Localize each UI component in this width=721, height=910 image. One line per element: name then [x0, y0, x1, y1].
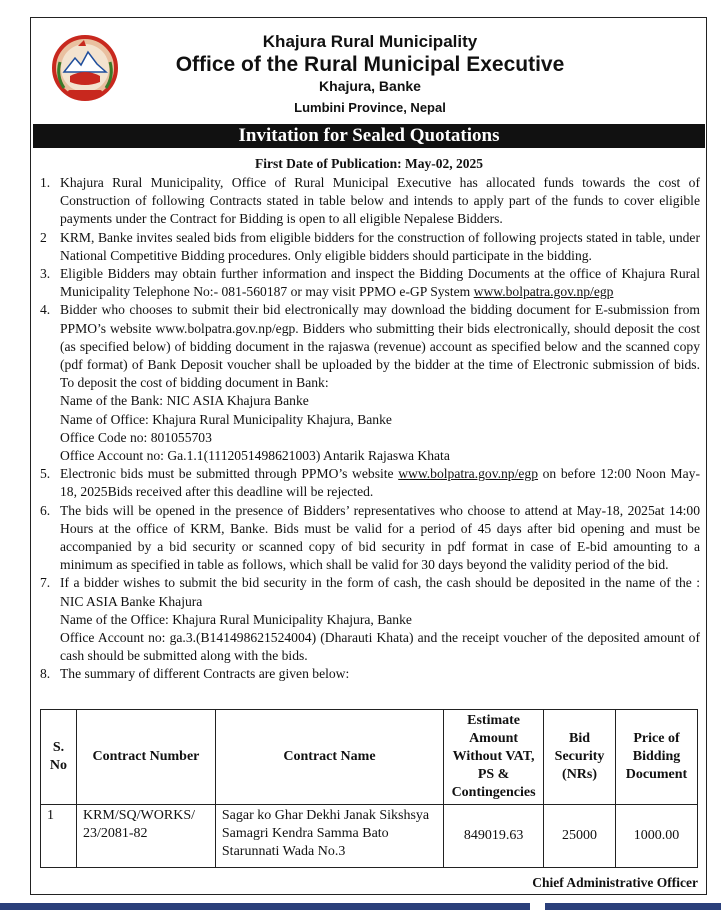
- office-name: Name of the Office: Khajura Rural Municipality Khajura, Banke: [60, 611, 412, 627]
- item-text: Khajura Rural Municipality, Office of Rural Municipal Executive has allocated funds towards the cost of Construction of following Contracts stated in table below and intends to apply part of the funds to cover eligible payments under the Contract for Bidding is open to all eligible Nepalese Bidders.: [60, 175, 700, 227]
- notice-title-banner: Invitation for Sealed Quotations: [33, 124, 705, 148]
- column-header: Bid Security (NRs): [544, 710, 616, 805]
- item-number: 2: [40, 229, 47, 245]
- item-number: 7.: [40, 575, 51, 591]
- column-header: S. No: [41, 710, 77, 805]
- footer-bar: [0, 903, 530, 910]
- office-province: Lumbini Province, Nepal: [294, 100, 446, 115]
- egp-link[interactable]: www.bolpatra.gov.np/egp: [473, 284, 614, 300]
- notice-item: [40, 574, 700, 665]
- notice-body: [40, 174, 700, 684]
- footer-bar: [545, 903, 721, 910]
- table-header-row: [41, 710, 698, 805]
- office-title: Office of the Rural Municipal Executive: [175, 53, 565, 76]
- notice-item: [40, 229, 700, 265]
- office-location: Khajura, Banke: [319, 78, 421, 94]
- item-number: 6.: [40, 502, 51, 518]
- signatory-title: Chief Administrative Officer: [532, 875, 698, 890]
- item-text: on before 12:00 Noon May-18, 2025Bids received after this deadline will be rejected.: [60, 466, 700, 500]
- item-text: KRM, Banke invites sealed bids from eligible bidders for the construction of following projects stated in table, under National Competitive Bidding procedures. Only eligible bidders should participate in the bidding.: [60, 229, 700, 263]
- municipality-emblem-icon: [50, 32, 120, 104]
- table-cell: Sagar ko Ghar Dekhi Janak Sikshsya Samagri Kendra Samma Bato Starunnati Wada No.3: [215, 805, 443, 868]
- table-cell: KRM/SQ/WORKS/ 23/2081-82: [76, 805, 215, 868]
- item-number: 4.: [40, 302, 51, 318]
- table-cell: 1000.00: [616, 805, 698, 868]
- office-name: Name of Office: Khajura Rural Municipality Khajura, Banke: [60, 411, 392, 427]
- column-header: Price of Bidding Document: [616, 710, 698, 805]
- office-account: Office Account no: Ga.1.1(1112051498621003) Antarik Rajaswa Khata: [60, 448, 450, 464]
- table-cell: 25000: [544, 805, 616, 868]
- notice-item: [40, 502, 700, 575]
- contracts-table: [40, 709, 698, 868]
- item-text: Eligible Bidders may obtain further information and inspect the Bidding Documents at the office of Khajura Rural Municipality Telephone No:- 081-560187 or may visit PPMO e-GP System: [60, 266, 700, 300]
- item-number: 3.: [40, 266, 51, 282]
- notice-item: [40, 665, 700, 683]
- table-cell: 849019.63: [444, 805, 544, 868]
- table-cell: 1: [41, 805, 77, 868]
- item-number: 1.: [40, 175, 51, 190]
- notice-item: [40, 265, 700, 301]
- item-text: The bids will be opened in the presence of Bidders’ representatives who choose to attend at May-18, 2025at 14:00 Hours at the office of KRM, Banke. Bids must be valid for a period of 45 days after bid opening and must be accompanied by a bid security or scanned copy of bid security in pdf format in case of E-bid amounting to a minimum as specified in table as follows, which shall be valid for 30 days beyond the validity period of the bid.: [60, 502, 700, 573]
- municipality-name: Khajura Rural Municipality: [262, 32, 478, 51]
- item-text: Bidder who chooses to submit their bid electronically may download the bidding document for E-submission from PPMO’s website www.bolpatra.gov.np/egp. Bidders who submitting their bids electronically, should deposit the cost (as specified below) of bidding document in the rajaswa (revenue) account as specified below and the scanned copy (pdf format) of Bank Deposit voucher shall be uploaded by the bidder at the time of Electronic submission of bids. To deposit the cost of bidding document in Bank:: [60, 302, 700, 391]
- bank-name: Name of the Bank: NIC ASIA Khajura Banke: [60, 393, 309, 409]
- column-header: Contract Number: [76, 710, 215, 805]
- office-code: Office Code no: 801055703: [60, 429, 212, 445]
- notice-item: [40, 301, 700, 465]
- table-row: [41, 805, 698, 868]
- notice-item: [40, 465, 700, 501]
- item-number: 8.: [40, 666, 51, 682]
- publication-date: First Date of Publication: May-02, 2025: [255, 156, 483, 171]
- egp-link[interactable]: www.bolpatra.gov.np/egp: [398, 466, 539, 482]
- item-number: 5.: [40, 466, 51, 482]
- notice-item: [40, 174, 700, 229]
- item-text: If a bidder wishes to submit the bid security in the form of cash, the cash should be deposited in the name of the : NIC ASIA Banke Khajura: [60, 575, 700, 609]
- item-text: The summary of different Contracts are given below:: [60, 666, 350, 682]
- column-header: Estimate Amount Without VAT, PS & Contingencies: [444, 710, 544, 805]
- office-account: Office Account no: ga.3.(B141498621524004) (Dharauti Khata) and the receipt voucher of the deposited amount of cash should be submitted along with the bids.: [60, 630, 700, 664]
- column-header: Contract Name: [215, 710, 443, 805]
- item-text: Electronic bids must be submitted through PPMO’s website: [60, 466, 399, 482]
